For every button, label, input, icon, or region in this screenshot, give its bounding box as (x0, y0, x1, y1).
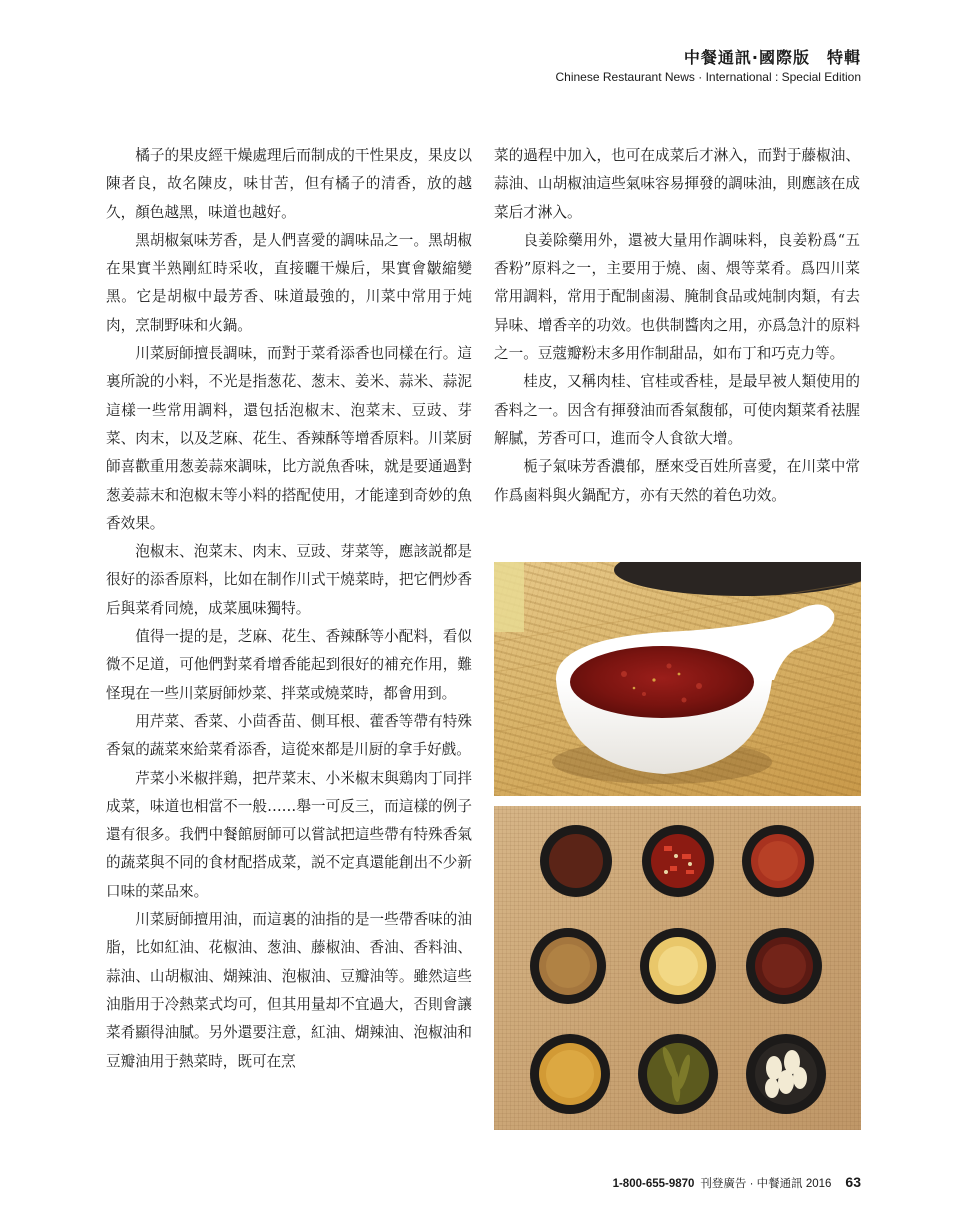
paragraph: 川菜厨師擅用油，而這裏的油指的是一些帶香味的油脂，比如紅油、花椒油、葱油、藤椒油、香油、香料油、蒜油、山胡椒油、煳辣油、泡椒油、豆瓣油等。雖然這些油脂用于冷熱菜式均可，但其用量却不宜過大，否則會讓菜肴顯得油膩。另外還要注意，紅油、煳辣油、泡椒油和豆瓣油用于熱菜時，既可在烹 (106, 911, 472, 1070)
paragraph: 橘子的果皮經干燥處理后而制成的干性果皮，果皮以陳者良，故名陳皮，味甘苦，但有橘子的清香，放的越久，顏色越黑，味道也越好。 (106, 147, 472, 221)
left-text-column (106, 142, 472, 1076)
dish-pickled-peppers (638, 1034, 718, 1114)
dish-fermented-beans (746, 928, 822, 1004)
paragraph: 泡椒末、泡菜末、肉末、豆豉、芽菜等，應該説都是很好的添香原料，比如在制作川式干燒菜時，把它們炒香后與菜肴同燒，成菜風味獨特。 (106, 543, 472, 617)
paragraph: 值得一提的是，芝麻、花生、香辣酥等小配料，看似微不足道，可他們對菜肴增香能起到很好的補充作用，難怪現在一些川菜厨師炒菜、拌菜或燒菜時，都會用到。 (106, 628, 472, 702)
dish-dark-sauce (540, 825, 612, 897)
paragraph: 用芹菜、香菜、小茴香苗、側耳根、藿香等帶有特殊香氣的蔬菜來給菜肴添香，這從來都是川厨的拿手好戲。 (106, 712, 472, 759)
dish-minced-garlic (640, 928, 716, 1004)
magazine-title: 中餐通訊·國際版 特輯 (683, 48, 861, 67)
dish-chopped-chili (642, 825, 714, 897)
page-header (556, 48, 862, 85)
dish-chili-paste (742, 825, 814, 897)
paragraph: 栀子氣味芳香濃郁，歷來受百姓所喜愛，在川菜中常作爲鹵料與火鍋配方，亦有天然的着色功效。 (494, 458, 860, 504)
dish-minced-ginger (530, 928, 606, 1004)
sauce-bowl-photo (494, 562, 861, 796)
dish-fried-garlic (530, 1034, 610, 1114)
right-text-column (494, 142, 860, 510)
paragraph-continued: 菜的過程中加入，也可在成菜后才淋入，而對于藤椒油、蒜油、山胡椒油這些氣味容易揮發的調味油，則應該在成菜后才淋入。 (494, 147, 860, 221)
seasoning-dishes-photo (494, 806, 861, 1130)
footer-note: 刊登廣告 · 中餐通訊 2016 (700, 1178, 832, 1190)
magazine-subtitle: Chinese Restaurant News · International : Special Edition (555, 70, 861, 84)
paragraph: 川菜厨師擅長調味，而對于菜肴添香也同樣在行。這裏所說的小料，不光是指葱花、葱末、姜米、蒜米、蒜泥這樣一些常用調料，還包括泡椒末、泡菜末、豆豉、芽菜、肉末，以及芝麻、花生、香辣酥等增香原料。川菜厨師喜歡重用葱姜蒜來調味，比方説魚香味，就是要通過對葱姜蒜末和泡椒末等小料的搭配使用，才能達到奇妙的魚香效果。 (106, 345, 472, 532)
seasoning-dishes-illustration (494, 806, 861, 1130)
dish-garlic-cloves (746, 1034, 826, 1114)
sauce-bowl-illustration (494, 562, 861, 796)
paragraph: 黑胡椒氣味芳香，是人們喜愛的調味品之一。黑胡椒在果實半熟剛紅時采收，直接曬干燥后，果實會皺縮變黑。它是胡椒中最芳香、味道最強的，川菜中常用于炖肉，烹制野味和火鍋。 (106, 231, 472, 334)
paragraph: 良姜除藥用外，還被大量用作調味料，良姜粉爲“五香粉”原料之一，主要用于燒、鹵、煨等菜肴。爲四川菜常用調料，常用于配制鹵湯、腌制食品或炖制肉類，有去异味、增香辛的功效。也供制醬肉之用，亦爲急汁的原料之一。豆蔻瓣粉末多用作制甜品，如布丁和巧克力等。 (494, 231, 860, 363)
paragraph: 桂皮，又稱肉桂、官桂或香桂，是最早被人類使用的香料之一。因含有揮發油而香氣馥郁，可使肉類菜肴祛腥解膩，芳香可口，進而令人食欲大增。 (494, 373, 860, 447)
page-number: 63 (845, 1174, 861, 1190)
ad-phone-number: 1-800-655-9870 (612, 1178, 695, 1190)
page-footer (613, 1174, 861, 1191)
paragraph: 芹菜小米椒拌鶏，把芹菜末、小米椒末與鶏肉丁同拌成菜，味道也相當不一般……舉一可反三，而這樣的例子還有很多。我們中餐館厨師可以嘗試把這些帶有特殊香氣的蔬菜與不同的食材配搭成菜，説不定真還能創出不少新口味的菜品來。 (106, 769, 472, 900)
